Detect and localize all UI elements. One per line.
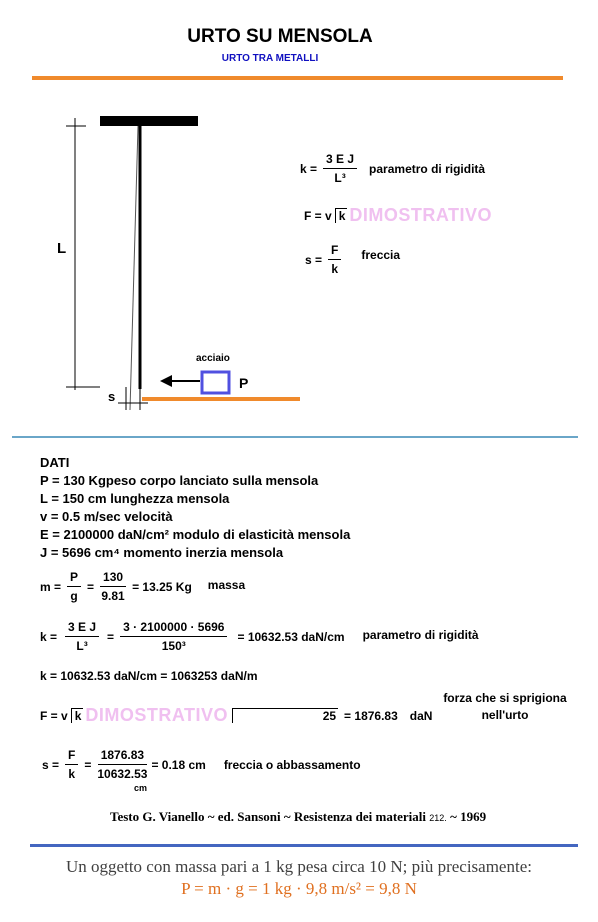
dati-line: L = 150 cm lunghezza mensola bbox=[40, 491, 230, 506]
dati-block bbox=[40, 454, 350, 562]
dati-line: v = 0.5 m/sec velocità bbox=[40, 509, 173, 524]
s-description: freccia bbox=[361, 247, 401, 262]
steel-block bbox=[202, 372, 229, 393]
calc-k: k = $\frac{\text{3 E J}}{\text{L³}}$ = $\frac{3 \cdot 2100000 \cdot 5696}{\text{150³}}$ = 10632.53 daN/cm parametro di rigidità bbox=[40, 620, 479, 653]
calc-s: s = $\frac{F}{k}$ = $\frac{1876.83}{10632.53}$ = 0.18 cm freccia o abbassamento bbox=[42, 748, 361, 781]
calc-F: F = v k DIMOSTRATIVO 25 = 1876.83 daN bbox=[40, 705, 433, 725]
dati-line: P = 130 Kgpeso corpo lanciato sulla mensola bbox=[40, 473, 319, 488]
watermark: DIMOSTRATIVO bbox=[85, 705, 229, 725]
wall-plate bbox=[100, 116, 198, 126]
label-P: P bbox=[239, 375, 249, 391]
F-description: forza che si sprigiona nell'urto bbox=[443, 691, 567, 722]
divider-top bbox=[32, 76, 563, 80]
footer-line2: P = m · g = 1 kg · 9,8 m/s² = 9,8 N bbox=[181, 879, 417, 898]
dati-heading: DATI bbox=[40, 455, 70, 470]
formula-F: F = v k DIMOSTRATIVO bbox=[304, 205, 493, 225]
label-s: s bbox=[108, 389, 116, 404]
dati-line: J = 5696 cm⁴ momento inerzia mensola bbox=[40, 545, 284, 560]
source-reference: Testo G. Vianello ~ ed. Sansoni ~ Resistenza dei materiali 212. ~ 1969 bbox=[110, 809, 487, 824]
divider-bottom bbox=[30, 844, 578, 847]
s-den-unit: cm bbox=[134, 783, 148, 793]
k-description: parametro di rigidità bbox=[369, 161, 486, 176]
footer-line1: Un oggetto con massa pari a 1 kg pesa circa 10 N; più precisamente: bbox=[66, 857, 532, 876]
formula-k: k = $\frac{\text{3 E J}}{\text{L³}}$ parametro di rigidità bbox=[300, 152, 486, 185]
page-title: URTO SU MENSOLA bbox=[187, 26, 373, 47]
label-acciaio: acciaio bbox=[196, 353, 230, 364]
k-conversion: k = 10632.53 daN/cm = 1063253 daN/m bbox=[40, 669, 258, 683]
dati-line: E = 2100000 daN/cm² modulo di elasticità mensola bbox=[40, 527, 351, 542]
watermark: DIMOSTRATIVO bbox=[349, 205, 493, 225]
label-L: L bbox=[57, 240, 67, 257]
page-subtitle: URTO TRA METALLI bbox=[221, 53, 319, 64]
deflected-beam bbox=[130, 126, 138, 410]
divider-middle bbox=[12, 436, 578, 438]
cantilever-diagram bbox=[0, 100, 300, 430]
calc-m: m = $\frac{P}{g}$ = $\frac{130}{9.81}$ = 13.25 Kg massa bbox=[40, 570, 246, 603]
formula-s: s = $\frac{F}{k}$ freccia bbox=[305, 243, 401, 276]
